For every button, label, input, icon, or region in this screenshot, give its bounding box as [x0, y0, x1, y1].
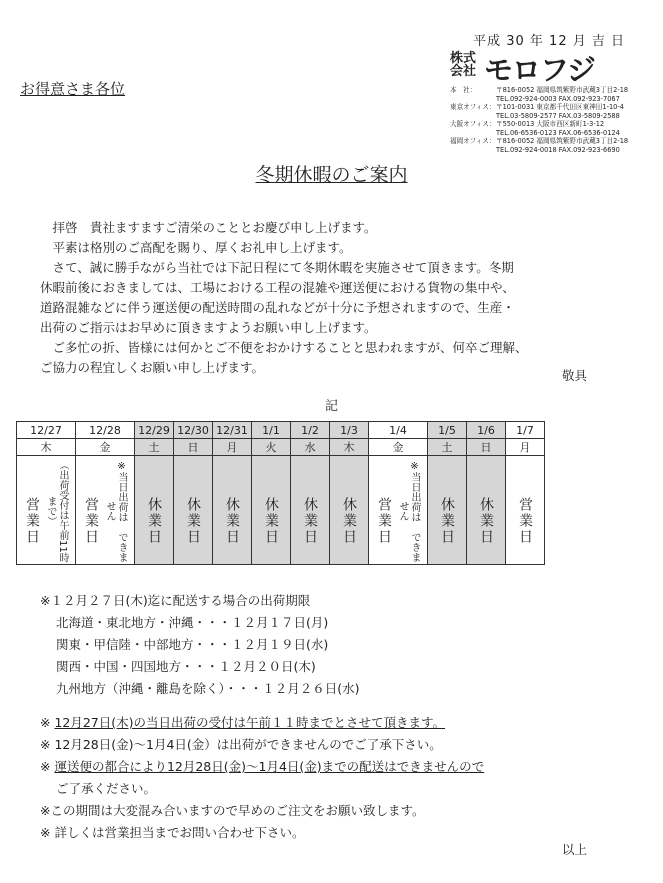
note-text: 運送便の都合により12月28日(金)～1月4日(金)までの配送はできませんので: [54, 759, 485, 774]
note-mark: ※: [40, 759, 55, 774]
office-label: 東京オフィス：: [450, 103, 496, 111]
closing-keigu: 敬具: [561, 368, 587, 383]
company-brand: モロフジ: [484, 53, 595, 87]
office-line1: 〒816-0052 福岡県筑紫野市武蔵3丁目2-18: [496, 86, 629, 94]
office-spacer: [450, 129, 496, 138]
deadline-item: 九州地方（沖縄・離島を除く）・・・１２月２６日(水): [56, 681, 360, 696]
office-label: 福岡オフィス：: [450, 137, 496, 145]
issue-date: 平成 30 年 12 月 吉 日: [473, 34, 625, 49]
calendar-status: 休業日: [302, 497, 318, 545]
calendar-weekday: 日: [467, 439, 506, 456]
calendar-date: 12/30: [174, 422, 213, 439]
office-spacer: [450, 95, 496, 104]
office-address: [450, 103, 655, 112]
calendar-status-cell: [291, 456, 330, 565]
calendar-status-cell: [467, 456, 506, 565]
office-phone: [450, 146, 655, 155]
note-text: ご了承ください。: [56, 781, 157, 796]
letter-body: [40, 218, 600, 378]
note-item: [40, 756, 484, 778]
office-phone: [450, 95, 655, 104]
calendar-status-cell: [252, 456, 291, 565]
calendar-weekday: 土: [135, 439, 174, 456]
calendar-weekday: 月: [506, 439, 545, 456]
calendar-status: 休業日: [439, 497, 455, 545]
calendar-note: ※当日出荷は できません: [104, 460, 127, 562]
calendar-status-cell: [213, 456, 252, 565]
calendar-weekday: 木: [330, 439, 369, 456]
company-prefix: 株式会社: [450, 51, 477, 79]
office-address: [450, 86, 655, 95]
calendar-status: 営業日: [24, 497, 40, 545]
calendar-status-cell: [330, 456, 369, 565]
note-text: この期間は大変混み合いますので早めのご注文をお願い致します。: [50, 803, 425, 818]
body-line: ご多忙の折、皆様には何かとご不便をおかけすることと思われますが、何卒ご理解、: [40, 340, 528, 355]
calendar-date: 12/28: [76, 422, 135, 439]
note-mark: ※: [40, 715, 55, 730]
office-line2: TEL.092-924-0003 FAX.092-923-7067: [496, 94, 620, 103]
company-logo: [450, 52, 655, 162]
calendar-note: （出荷受付は午前11時まで）: [45, 459, 68, 563]
calendar-status-cell: [174, 456, 213, 565]
calendar-status: 休業日: [185, 497, 201, 545]
calendar-weekday: 金: [76, 439, 135, 456]
calendar-date: 1/2: [291, 422, 330, 439]
calendar-weekday: 土: [428, 439, 467, 456]
body-line: 平素は格別のご高配を賜り、厚くお礼申し上げます。: [40, 240, 352, 255]
calendar-weekday: 木: [17, 439, 76, 456]
calendar-date: 1/4: [369, 422, 428, 439]
office-address: [450, 120, 655, 129]
calendar-date: 1/6: [467, 422, 506, 439]
calendar-date: 12/29: [135, 422, 174, 439]
recipient: お得意さま各位: [20, 80, 126, 98]
calendar-status-cell: [135, 456, 174, 565]
office-address: [450, 137, 655, 146]
ki-mark: 記: [324, 399, 338, 414]
note-text: 12月28日(金)～1月4日(金）は出荷ができませんのでご了承下さい。: [54, 737, 442, 752]
calendar-weekday: 日: [174, 439, 213, 456]
holiday-calendar: [16, 421, 545, 565]
calendar-status-cell: [428, 456, 467, 565]
calendar-status: 休業日: [224, 497, 240, 545]
note-mark: ※: [40, 803, 51, 818]
office-line1: 〒550-0013 大阪市西区新町1-3-12: [496, 120, 605, 128]
office-label: 大阪オフィス：: [450, 120, 496, 128]
calendar-status: 営業日: [517, 497, 533, 545]
page-title: 冬期休暇のご案内: [255, 164, 408, 186]
calendar-weekday: 金: [369, 439, 428, 456]
calendar-weekday: 水: [291, 439, 330, 456]
calendar-date: 1/5: [428, 422, 467, 439]
calendar-date: 1/3: [330, 422, 369, 439]
calendar-weekday: 月: [213, 439, 252, 456]
note-mark: ※: [40, 737, 55, 752]
office-line2: TEL.03-5809-2577 FAX.03-5809-2588: [496, 111, 620, 120]
calendar-date: 12/27: [17, 422, 76, 439]
body-line: ご協力の程宜しくお願い申し上げます。: [40, 360, 265, 375]
calendar-note: ※当日出荷は できません: [397, 460, 420, 562]
deadline-item: 関西・中国・四国地方・・・１２月２０日(木): [56, 659, 316, 674]
calendar-status: 休業日: [146, 497, 162, 545]
calendar-status: 休業日: [263, 497, 279, 545]
office-line2: TEL.06-6536-0123 FAX.06-6536-0124: [496, 128, 620, 137]
office-spacer: [450, 146, 496, 155]
note-item: [40, 778, 484, 800]
office-line1: 〒816-0052 福岡県筑紫野市武蔵3丁目2-18: [496, 137, 629, 145]
office-list: [450, 86, 655, 154]
note-item: [40, 800, 484, 822]
calendar-weekday: 火: [252, 439, 291, 456]
note-item: [40, 822, 484, 844]
note-item: [40, 712, 484, 734]
body-line: 道路混雑などに伴う運送便の配送時間の乱れなどが十分に予想されますので、生産・: [40, 300, 515, 315]
office-phone: [450, 112, 655, 121]
calendar-status: 休業日: [478, 497, 494, 545]
calendar-date: 12/31: [213, 422, 252, 439]
office-phone: [450, 129, 655, 138]
notes-list: [40, 712, 484, 844]
body-line: 休暇前後におきましては、工場における工程の混雑や運送便における貨物の集中や、: [40, 280, 515, 295]
office-line2: TEL.092-924-0018 FAX.092-923-6690: [496, 145, 620, 154]
office-label: 本 社：: [450, 86, 477, 94]
shipping-deadline-list: [40, 590, 360, 700]
body-line: 拝啓 貴社ますますご清栄のこととお慶び申し上げます。: [40, 220, 377, 235]
note-text: 12月27日(木)の当日出荷の受付は午前１１時までとさせて頂きます。: [54, 715, 446, 730]
body-line: 出荷のご指示はお早めに頂きますようお願い申し上げます。: [40, 320, 377, 335]
office-line1: 〒101-0031 東京都千代田区東神田1-10-4: [496, 103, 624, 111]
note-item: [40, 734, 484, 756]
calendar-status-cell: [76, 456, 135, 565]
closing-ijo: 以上: [561, 842, 587, 857]
calendar-status-cell: [17, 456, 76, 565]
office-spacer: [450, 112, 496, 121]
calendar-status-cell: [369, 456, 428, 565]
body-line: さて、誠に勝手ながら当社では下記日程にて冬期休暇を実施させて頂きます。冬期: [40, 260, 514, 275]
note-mark: ※: [40, 825, 55, 840]
deadline-heading: ※１２月２７日(木)迄に配送する場合の出荷期限: [40, 593, 311, 608]
calendar-status: 休業日: [341, 497, 357, 545]
calendar-date: 1/7: [506, 422, 545, 439]
calendar-date: 1/1: [252, 422, 291, 439]
calendar-status: 営業日: [376, 497, 392, 545]
calendar-status: 営業日: [83, 497, 99, 545]
calendar-status-cell: [506, 456, 545, 565]
note-text: 詳しくは営業担当までお問い合わせ下さい。: [54, 825, 305, 840]
deadline-item: 北海道・東北地方・沖縄・・・１２月１７日(月): [56, 615, 329, 630]
deadline-item: 関東・甲信陸・中部地方・・・１２月１９日(水): [56, 637, 329, 652]
